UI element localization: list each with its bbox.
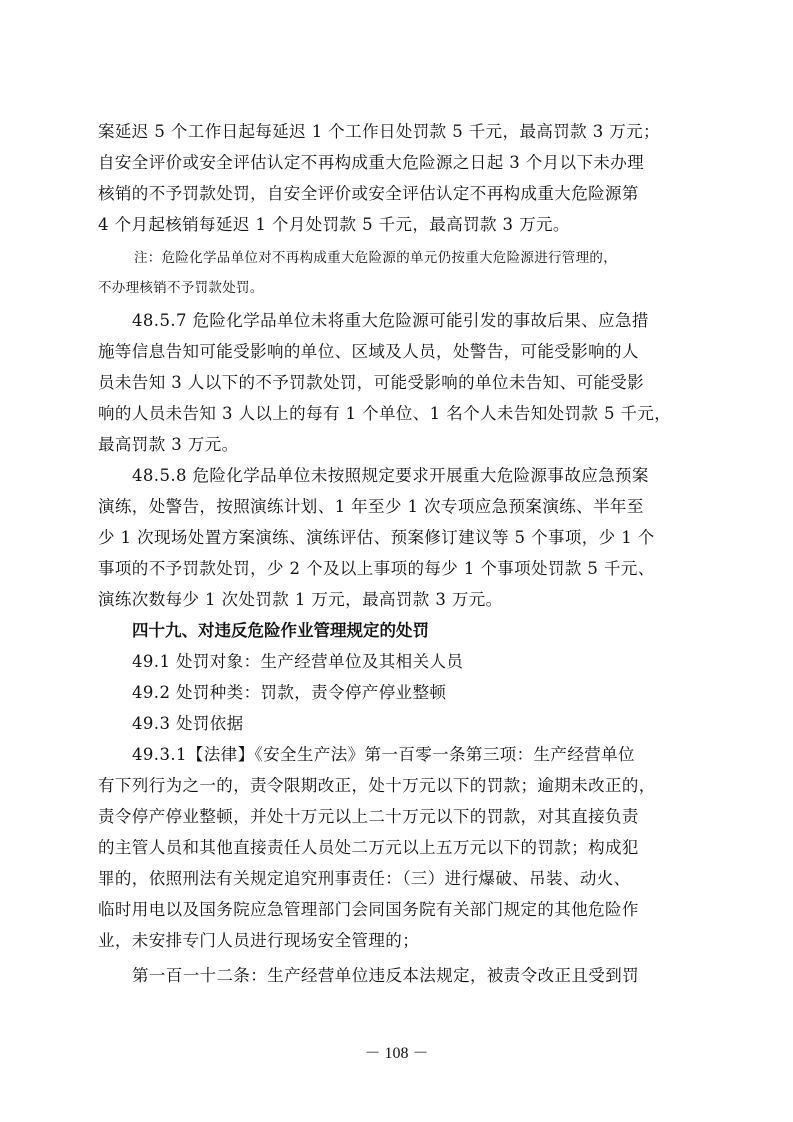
item-49-3: 49.3 处罚依据	[132, 714, 244, 733]
paragraph-article-112	[98, 960, 696, 991]
text-line: 业，未安排专门人员进行现场安全管理的；	[98, 931, 420, 950]
text-line: 最高罚款 3 万元。	[98, 435, 239, 454]
paragraph-48-5-8	[98, 460, 696, 615]
item-49-2: 49.2 处罚种类：罚款，责令停产停业整顿	[132, 683, 447, 702]
text-line: 演练，处警告，按照演练计划、1 年至少 1 次专项应急预案演练、半年至	[98, 497, 644, 516]
text-line: 事项的不予罚款处罚，少 2 个及以上事项的每少 1 个事项处罚款 5 千元、	[98, 559, 655, 578]
item-49-1: 49.1 处罚对象：生产经营单位及其相关人员	[132, 652, 464, 671]
paragraph-49-3-1	[98, 739, 696, 956]
text-line: 演练次数每少 1 次处罚款 1 万元，最高罚款 3 万元。	[98, 590, 503, 609]
text-line: 响的人员未告知 3 人以上的每有 1 个单位、1 名个人未告知处罚款 5 千元，	[98, 404, 672, 423]
text-line: 罪的，依照刑法有关规定追究刑事责任：（三）进行爆破、吊装、动火、	[98, 869, 631, 888]
text-line: 责令停产停业整顿，并处十万元以上二十万元以下的罚款，对其直接负责	[98, 807, 639, 826]
note-block	[98, 243, 696, 303]
document-page	[98, 116, 696, 991]
text-line: 48.5.7 危险化学品单位未将重大危险源可能引发的事故后果、应急措	[132, 311, 649, 330]
text-line: 48.5.8 危险化学品单位未按照规定要求开展重大危险源事故应急预案	[132, 466, 649, 485]
paragraph-48-5-7	[98, 305, 696, 460]
note-line: 注：危险化学品单位对不再构成重大危险源的单元仍按重大危险源进行管理的，	[134, 250, 617, 266]
page-number: － 108 －	[364, 1045, 429, 1062]
text-line: 第一百一十二条：生产经营单位违反本法规定，被责令改正且受到罚	[132, 966, 639, 985]
note-line: 不办理核销不予罚款处罚。	[98, 280, 264, 296]
text-line: 有下列行为之一的，责令限期改正，处十万元以下的罚款；逾期未改正的，	[98, 776, 656, 795]
text-line: 核销的不予罚款处罚，自安全评价或安全评估认定不再构成重大危险源第	[98, 184, 639, 203]
text-line: 自安全评价或安全评估认定不再构成重大危险源之日起 3 个月以下未办理	[98, 153, 645, 172]
text-line: 施等信息告知可能受影响的单位、区域及人员，处警告，可能受影响的人	[98, 342, 639, 361]
text-line: 4 个月起核销每延迟 1 个月处罚款 5 千元，最高罚款 3 万元。	[98, 215, 570, 234]
text-line: 案延迟 5 个工作日起每延迟 1 个工作日处罚款 5 千元，最高罚款 3 万元；	[98, 122, 660, 141]
text-line: 49.3.1【法律】《安全生产法》第一百零一条第三项：生产经营单位	[132, 745, 635, 764]
paragraph-penalty-continuation	[98, 116, 696, 240]
text-line: 临时用电以及国务院应急管理部门会同国务院有关部门规定的其他危险作	[98, 900, 639, 919]
text-line: 的主管人员和其他直接责任人员处二万元以上五万元以下的罚款；构成犯	[98, 838, 639, 857]
text-line: 员未告知 3 人以下的不予罚款处罚，可能受影响的单位未告知、可能受影	[98, 373, 645, 392]
section-heading-49: 四十九、对违反危险作业管理规定的处罚	[132, 621, 429, 640]
text-line: 少 1 次现场处置方案演练、演练评估、预案修订建议等 5 个事项，少 1 个	[98, 528, 655, 547]
